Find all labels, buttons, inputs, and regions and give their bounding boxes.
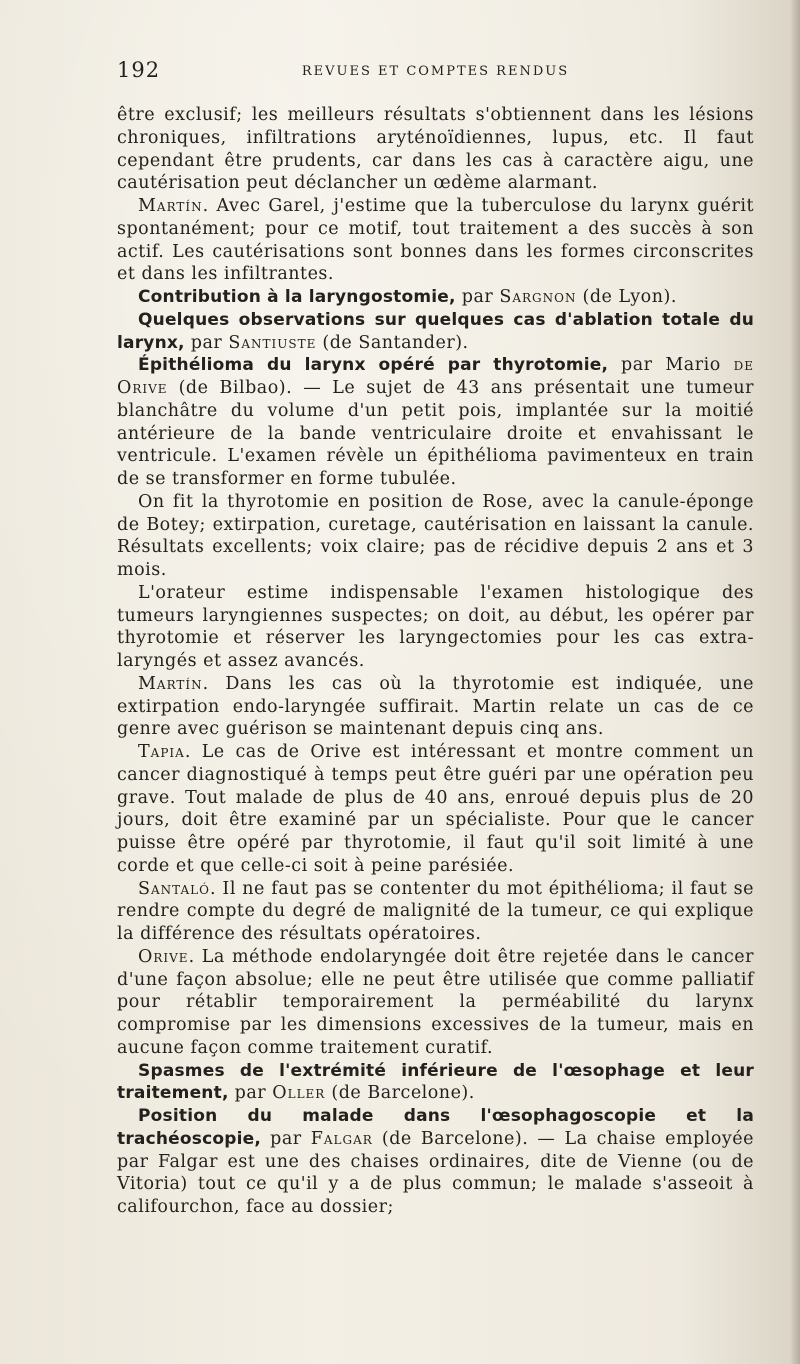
communication-title: Position du malade dans l'œsophagoscopie et la trachéoscopie, — [117, 1106, 754, 1149]
author-name: Santiuste — [228, 332, 317, 353]
page-header — [117, 58, 754, 88]
byline-text: par — [455, 287, 500, 307]
affiliation-text: (de Barcelone). — [325, 1083, 475, 1104]
paragraph-13 — [117, 1105, 754, 1219]
speaker-name: Orive — [138, 946, 189, 967]
page-edge-shadow — [790, 0, 800, 1364]
author-name: Sargnon — [499, 287, 577, 307]
paragraph-11 — [117, 946, 754, 1060]
paragraph-text: . Le cas de Orive est intéressant et montre comment un cancer diagnostiqué à temps peut être guéri par une opération peu grave. Tout malade de plus de 40 ans, enroué depuis plus de 20 jours, doit être examiné par un spécialiste. Pour que le cancer puisse être opéré par thyrotomie, il faut qu'il soit limité à une corde et que celle-ci soit à peine parésiée. — [117, 742, 754, 876]
affiliation-text: (de Lyon). — [576, 287, 677, 307]
paragraph-text: . Dans les cas où la thyrotomie est indiquée, une extirpation endo-laryngée suffirait. Martin relate un cas de ce genre avec guérison se maintenant depuis cinq ans. — [117, 673, 754, 740]
paragraph-8 — [117, 673, 754, 741]
page-number: 192 — [117, 58, 161, 82]
byline-text: par — [261, 1128, 311, 1149]
paragraph-7: L'orateur estime indispensable l'examen histologique des tumeurs laryngiennes suspectes; on doit, au début, les opérer par thyrotomie et réserver les laryngectomies pour les cas extra-laryngés et assez avancés. — [117, 582, 754, 671]
communication-title: Contribution à la laryngostomie, — [138, 287, 456, 307]
author-name: Oller — [272, 1083, 326, 1104]
body-text — [117, 104, 754, 1219]
author-name: Falgar — [310, 1128, 373, 1149]
paragraph-12 — [117, 1060, 754, 1106]
speaker-name: Tapia — [138, 742, 185, 762]
affiliation-text: (de Santander). — [316, 332, 469, 353]
speaker-name: Santaló — [138, 878, 210, 899]
paragraph-10 — [117, 878, 754, 946]
running-head: REVUES ET COMPTES RENDUS — [301, 64, 570, 79]
communication-title: Épithélioma du larynx opéré par thyrotomie, — [138, 355, 609, 376]
speaker-name: Martín — [138, 673, 203, 694]
byline-text: par Mario — [608, 355, 734, 376]
paragraph-text: . La méthode endolaryngée doit être rejetée dans le cancer d'une façon absolue; elle ne peut être utilisée que comme palliatif pour rétablir temporairement la perméabilité du larynx compromise par les dimensions excessives de la tumeur, mais en aucune façon comme traitement curatif. — [117, 946, 754, 1058]
paragraph-text: . Avec Garel, j'estime que la tuberculose du larynx guérit spontanément; pour ce motif, tout traitement a des succès à son actif. Les cautérisations sont bonnes dans les formes circonscrites et dans les infiltrantes. — [117, 196, 754, 285]
paragraph-text: (de Bilbao). — Le sujet de 43 ans présentait une tumeur blanchâtre du volume d'un petit pois, implantée sur la moitié antérieure de la bande ventriculaire droite et envahissant le ventricule. L'examen révèle un épithélioma pavimenteux en train de se transformer en forme tubulée. — [117, 378, 754, 489]
paragraph-text: (de Barcelone). — La chaise employée par Falgar est une des chaises ordinaires, dite de Vienne (ou de Vitoria) tout ce qu'il y a de plus commun; le malade s'asseoit à califourchon, face au dossier; — [117, 1128, 754, 1217]
paragraph-6: On fit la thyrotomie en position de Rose, avec la canule-éponge de Botey; extirpation, curetage, cautérisation en laissant la canule. Résultats excellents; voix claire; pas de récidive depuis 2 ans et 3 mois. — [117, 491, 754, 580]
communication-title: Spasmes de l'extrémité inférieure de l'œsophage et leur traitement, — [117, 1060, 754, 1104]
paragraph-text: . Il ne faut pas se contenter du mot épithélioma; il faut se rendre compte du degré de malignité de la tumeur, ce qui explique la différence des résultats opératoires. — [117, 878, 754, 944]
byline-text: par — [184, 332, 229, 353]
paragraph-9 — [117, 741, 754, 878]
author-name: de Orive — [117, 355, 754, 398]
paragraph-1: être exclusif; les meilleurs résultats s'obtiennent dans les lésions chroniques, infiltrations aryténoïdiennes, lupus, etc. Il faut cependant être prudents, car dans les cas à caractère aigu, une cautérisation peut déclancher un œdème alarmant. — [117, 105, 754, 194]
paragraph-5 — [117, 354, 754, 491]
paragraph-4 — [117, 309, 754, 355]
communication-title: Quelques observations sur quelques cas d'ablation totale du larynx, — [117, 309, 754, 353]
byline-text: par — [228, 1083, 273, 1104]
paragraph-3 — [117, 286, 754, 309]
paragraph-2 — [117, 195, 754, 286]
speaker-name: Martín — [138, 196, 203, 216]
